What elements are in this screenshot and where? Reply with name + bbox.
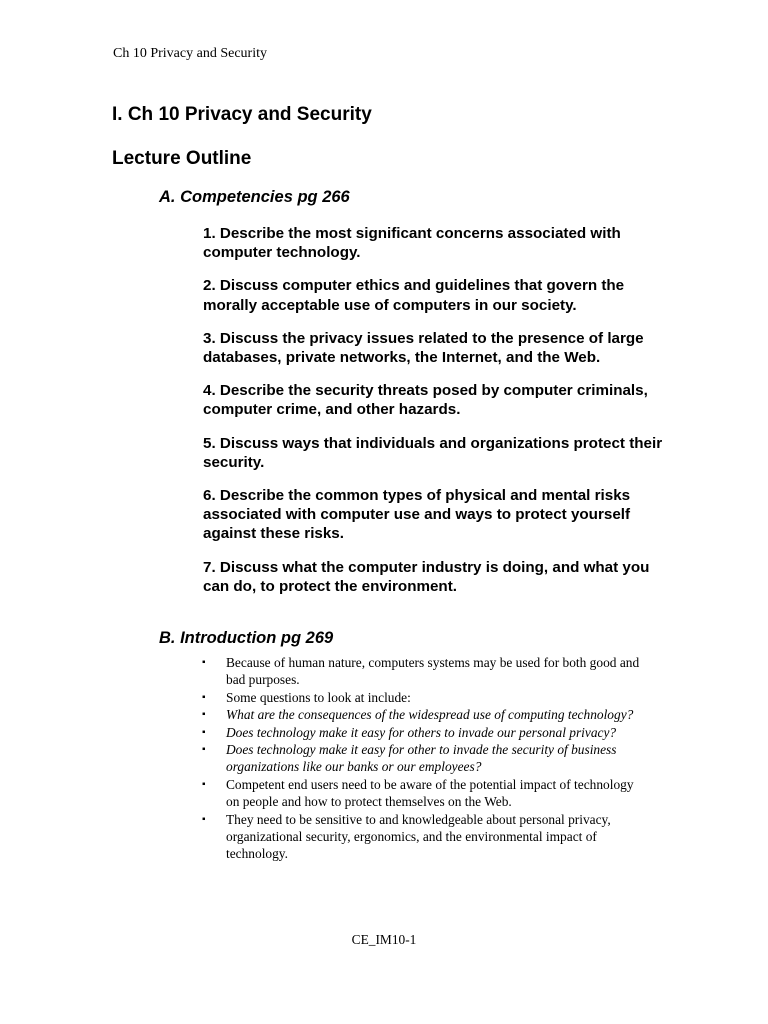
bullet-icon: ▪	[202, 657, 206, 668]
list-item	[202, 811, 642, 863]
list-item	[202, 654, 642, 689]
bullet-icon: ▪	[202, 726, 206, 738]
list-item-text: They need to be sensitive to and knowledgeable about personal privacy, organizational security, ergonomics, and the environmental impact of technology.	[226, 811, 611, 862]
list-item	[202, 724, 642, 741]
section-b-title: B. Introduction pg 269	[159, 629, 334, 647]
introduction-bullet-list	[202, 654, 642, 863]
list-item-text: Does technology make it easy for other to invade the security of business organizations like our banks or our employees?	[226, 742, 617, 775]
list-item	[202, 741, 642, 776]
bullet-icon: ▪	[202, 778, 206, 790]
list-item-text: Some questions to look at include:	[226, 689, 411, 705]
list-item-text: Competent end users need to be aware of the potential impact of technology on people and how to protect themselves on the Web.	[226, 776, 634, 810]
chapter-heading: I. Ch 10 Privacy and Security	[112, 104, 372, 125]
competency-item: 4. Describe the security threats posed by computer criminals, computer crime, and other hazards.	[203, 382, 648, 419]
competency-item: 2. Discuss computer ethics and guidelines that govern the morally acceptable use of computers in our society.	[203, 277, 625, 314]
competencies-list	[203, 224, 673, 610]
list-item	[202, 706, 642, 723]
competency-item: 6. Describe the common types of physical and mental risks associated with computer use and ways to protect yourself against these risks.	[203, 487, 631, 543]
competency-item: 5. Discuss ways that individuals and organizations protect their security.	[203, 434, 663, 471]
list-item	[202, 776, 642, 811]
page-footer: CE_IM10-1	[351, 932, 417, 947]
competency-item: 7. Discuss what the computer industry is doing, and what you can do, to protect the environment.	[203, 558, 650, 595]
bullet-icon: ▪	[202, 813, 206, 825]
bullet-icon: ▪	[202, 709, 206, 721]
list-item-text: Does technology make it easy for others to invade our personal privacy?	[226, 724, 617, 740]
list-item-text: Because of human nature, computers systems may be used for both good and bad purposes.	[226, 655, 640, 688]
bullet-icon: ▪	[202, 744, 206, 756]
competency-item: 3. Discuss the privacy issues related to the presence of large databases, private networks, the Internet, and the Web.	[203, 329, 644, 367]
list-item	[202, 689, 642, 706]
lecture-outline-heading: Lecture Outline	[112, 148, 252, 169]
section-a-title: A. Competencies pg 266	[159, 188, 350, 206]
competency-item: 1. Describe the most significant concerns associated with computer technology.	[203, 225, 621, 262]
list-item-text: What are the consequences of the widespread use of computing technology?	[226, 707, 634, 723]
running-header: Ch 10 Privacy and Security	[113, 46, 267, 61]
bullet-icon: ▪	[202, 691, 206, 703]
